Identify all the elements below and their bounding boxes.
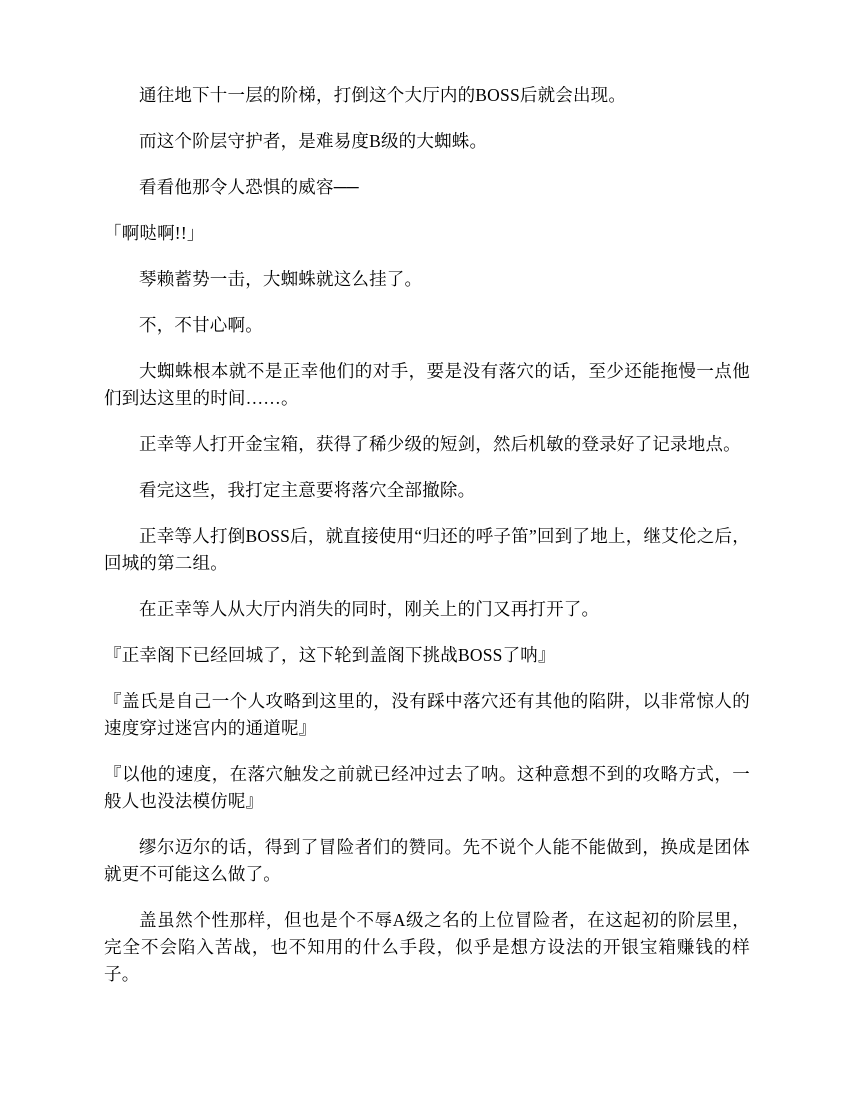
paragraph: 正幸等人打倒BOSS后，就直接使用“归还的呼子笛”回到了地上，继艾伦之后，回城的第二组。 — [104, 526, 750, 573]
paragraph: 琴赖蓄势一击，大蜘蛛就这么挂了。 — [139, 269, 423, 289]
paragraph-dialogue: 『盖氏是自己一个人攻略到这里的，没有踩中落穴还有其他的陷阱，以非常惊人的速度穿过迷宫内的通道呢』 — [104, 691, 750, 738]
paragraph: 通往地下十一层的阶梯，打倒这个大厅内的BOSS后就会出现。 — [139, 85, 627, 105]
paragraph: 而这个阶层守护者，是难易度B级的大蜘蛛。 — [139, 131, 488, 151]
paragraph: 正幸等人打开金宝箱，获得了稀少级的短剑，然后机敏的登录好了记录地点。 — [139, 434, 741, 454]
paragraph: 在正幸等人从大厅内消失的同时，刚关上的门又再打开了。 — [139, 599, 600, 619]
paragraph: 缪尔迈尔的话，得到了冒险者们的赞同。先不说个人能不能做到，换成是团体就更不可能这么做了。 — [104, 837, 750, 884]
paragraph: 盖虽然个性那样，但也是个不辱A级之名的上位冒险者，在这起初的阶层里，完全不会陷入苦战，也不知用的什么手段，似乎是想方设法的开银宝箱赚钱的样子。 — [104, 910, 750, 984]
paragraph: 看完这些，我打定主意要将落穴全部撤除。 — [139, 480, 476, 500]
paragraph-dialogue: 『以他的速度，在落穴触发之前就已经冲过去了呐。这种意想不到的攻略方式，一般人也没法模仿呢』 — [104, 764, 750, 811]
paragraph: 看看他那令人恐惧的威容── — [139, 177, 359, 197]
paragraph: 大蜘蛛根本就不是正幸他们的对手，要是没有落穴的话，至少还能拖慢一点他们到达这里的时间……。 — [104, 361, 750, 408]
paragraph-dialogue: 『正幸阁下已经回城了，这下轮到盖阁下挑战BOSS了呐』 — [104, 645, 556, 665]
text-column — [104, 82, 750, 1007]
paragraph-dialogue: 「啊哒啊!!」 — [104, 223, 205, 243]
paragraph: 不，不甘心啊。 — [139, 315, 263, 335]
